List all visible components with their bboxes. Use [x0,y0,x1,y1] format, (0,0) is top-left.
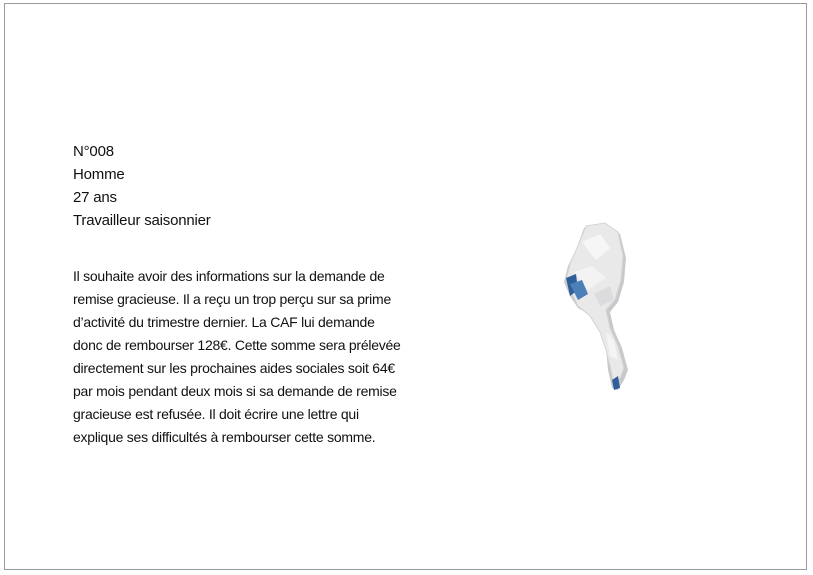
crumpled-paper-photo [548,220,648,395]
profile-gender: Homme [73,166,125,183]
profile-age: 27 ans [73,189,117,206]
profile-block [73,140,211,232]
profile-number: N°008 [73,143,114,160]
description-paragraph: Il souhaite avoir des informations sur la demande de remise gracieuse. Il a reçu un trop perçu sur sa prime d’activité du trimestre dernier. La CAF lui demande donc de rembourser 128€. Cette somme sera prélevée directement sur les prochaines aides sociales soit 64€ par mois pendant deux mois si sa demande de remise gracieuse est refusée. Il doit écrire une lettre qui explique ses difficultés à rembourser cette somme. [73,268,401,445]
profile-occupation: Travailleur saisonnier [73,212,211,229]
